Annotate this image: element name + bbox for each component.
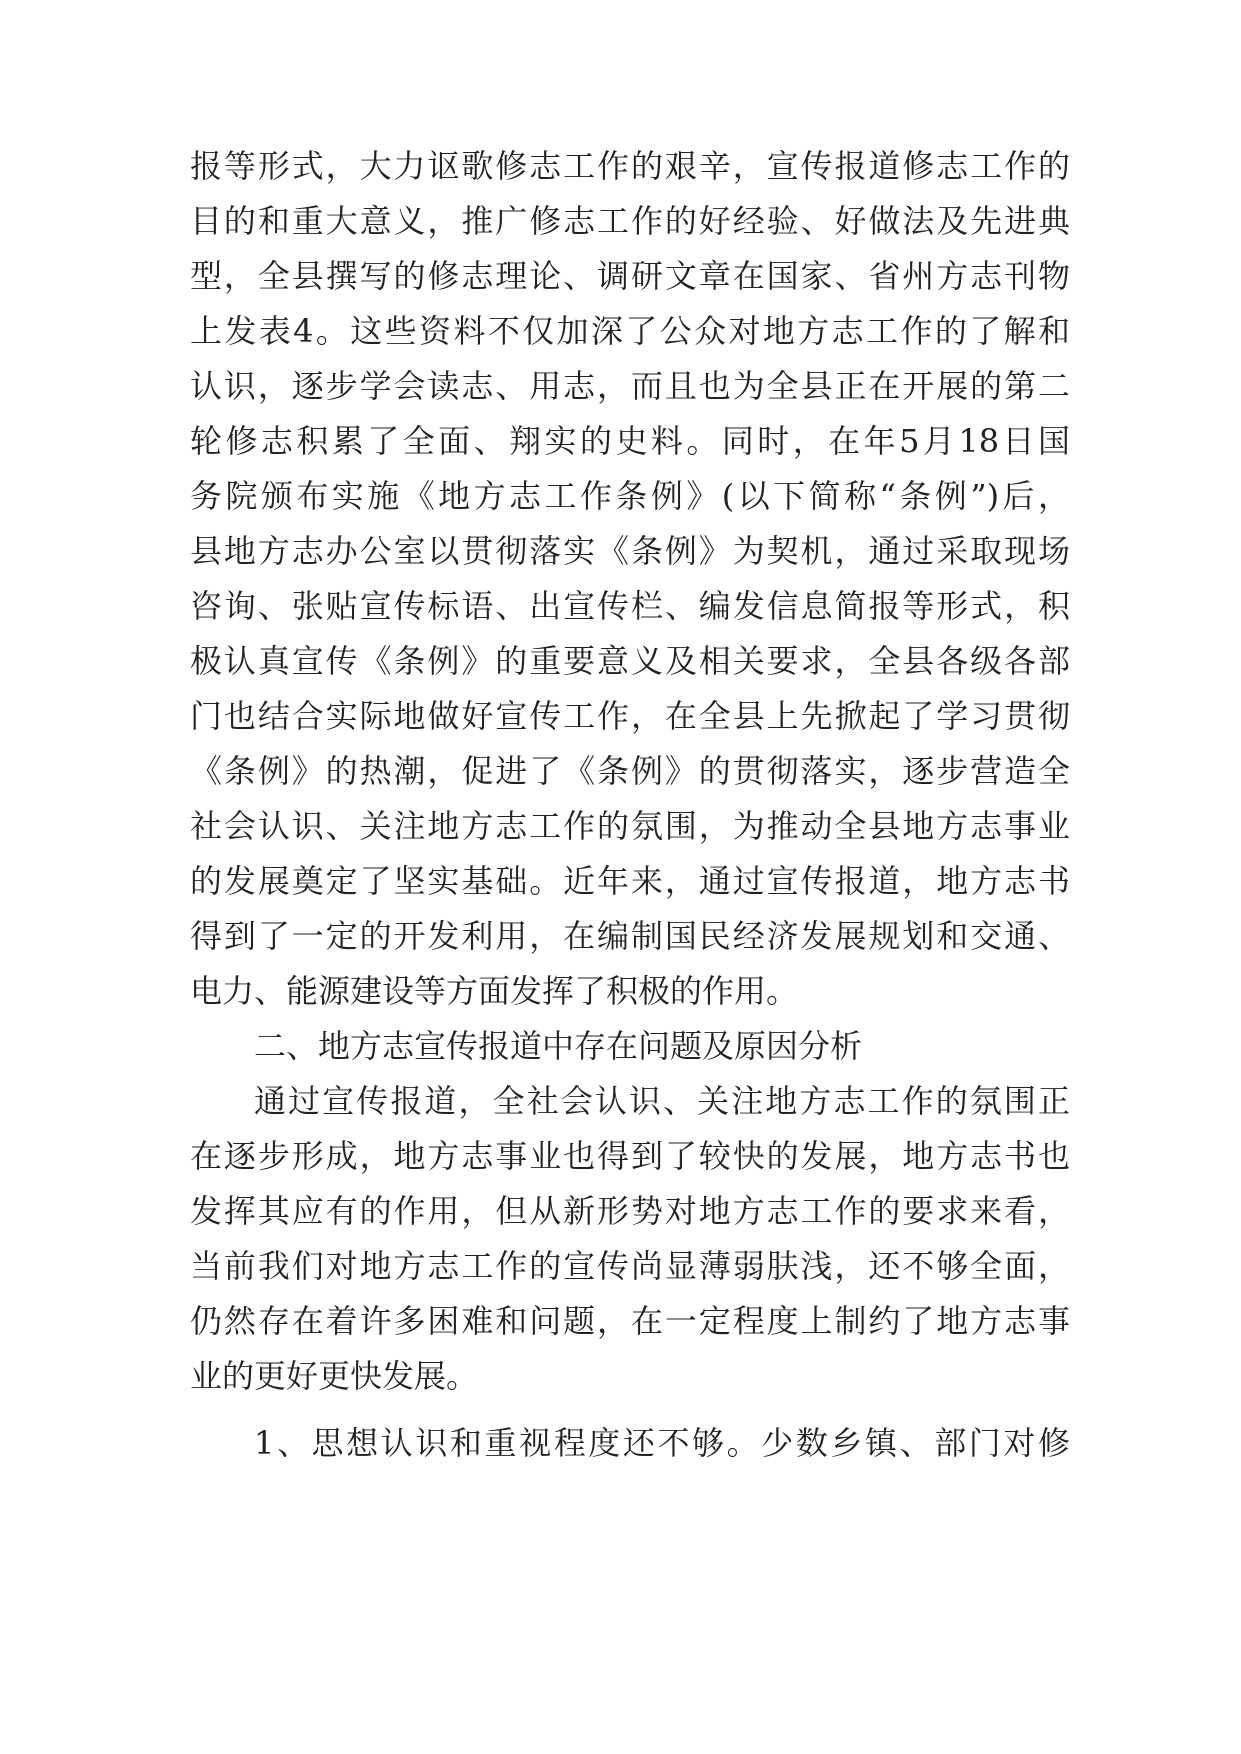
body-text-line: 在逐步形成，地方志事业也得到了较快的发展，地方志书也 <box>190 1137 1070 1175</box>
body-text-line: 仍然存在着许多困难和问题，在一定程度上制约了地方志事 <box>190 1302 1070 1340</box>
section-heading: 二、地方志宣传报道中存在问题及原因分析 <box>254 1027 863 1065</box>
body-text-line: 县地方志办公室以贯彻落实《条例》为契机，通过采取现场 <box>190 532 1070 570</box>
body-text-line: 极认真宣传《条例》的重要意义及相关要求，全县各级各部 <box>190 642 1070 680</box>
body-text-line: 轮修志积累了全面、翔实的史料。同时，在年5月18日国 <box>190 422 1070 460</box>
body-text-line: 业的更好更快发展。 <box>190 1357 479 1395</box>
body-text-line: 报等形式，大力讴歌修志工作的艰辛，宣传报道修志工作的 <box>190 147 1070 185</box>
numbered-item-line: 1、思想认识和重视程度还不够。少数乡镇、部门对修 <box>254 1424 1070 1462</box>
body-text-line: 《条例》的热潮，促进了《条例》的贯彻落实，逐步营造全 <box>190 752 1070 790</box>
body-text-line: 发挥其应有的作用，但从新形势对地方志工作的要求来看， <box>190 1192 1070 1230</box>
body-text-line: 门也结合实际地做好宣传工作，在全县上先掀起了学习贯彻 <box>190 697 1070 735</box>
body-text-line: 认识，逐步学会读志、用志，而且也为全县正在开展的第二 <box>190 367 1070 405</box>
body-text-line: 目的和重大意义，推广修志工作的好经验、好做法及先进典 <box>190 202 1070 240</box>
body-text-line: 务院颁布实施《地方志工作条例》(以下简称“条例”)后， <box>190 477 1070 515</box>
body-text-line: 上发表4。这些资料不仅加深了公众对地方志工作的了解和 <box>190 312 1070 350</box>
body-text-line: 咨询、张贴宣传标语、出宣传栏、编发信息简报等形式，积 <box>190 587 1070 625</box>
body-text-line: 型，全县撰写的修志理论、调研文章在国家、省州方志刊物 <box>190 257 1070 295</box>
body-text-line: 的发展奠定了坚实基础。近年来，通过宣传报道，地方志书 <box>190 862 1070 900</box>
body-text-line: 社会认识、关注地方志工作的氛围，为推动全县地方志事业 <box>190 807 1070 845</box>
body-text-line: 通过宣传报道，全社会认识、关注地方志工作的氛围正 <box>254 1082 1070 1120</box>
body-text-line: 电力、能源建设等方面发挥了积极的作用。 <box>190 972 799 1010</box>
body-text-line: 当前我们对地方志工作的宣传尚显薄弱肤浅，还不够全面， <box>190 1247 1070 1285</box>
body-text-line: 得到了一定的开发利用，在编制国民经济发展规划和交通、 <box>190 917 1070 955</box>
